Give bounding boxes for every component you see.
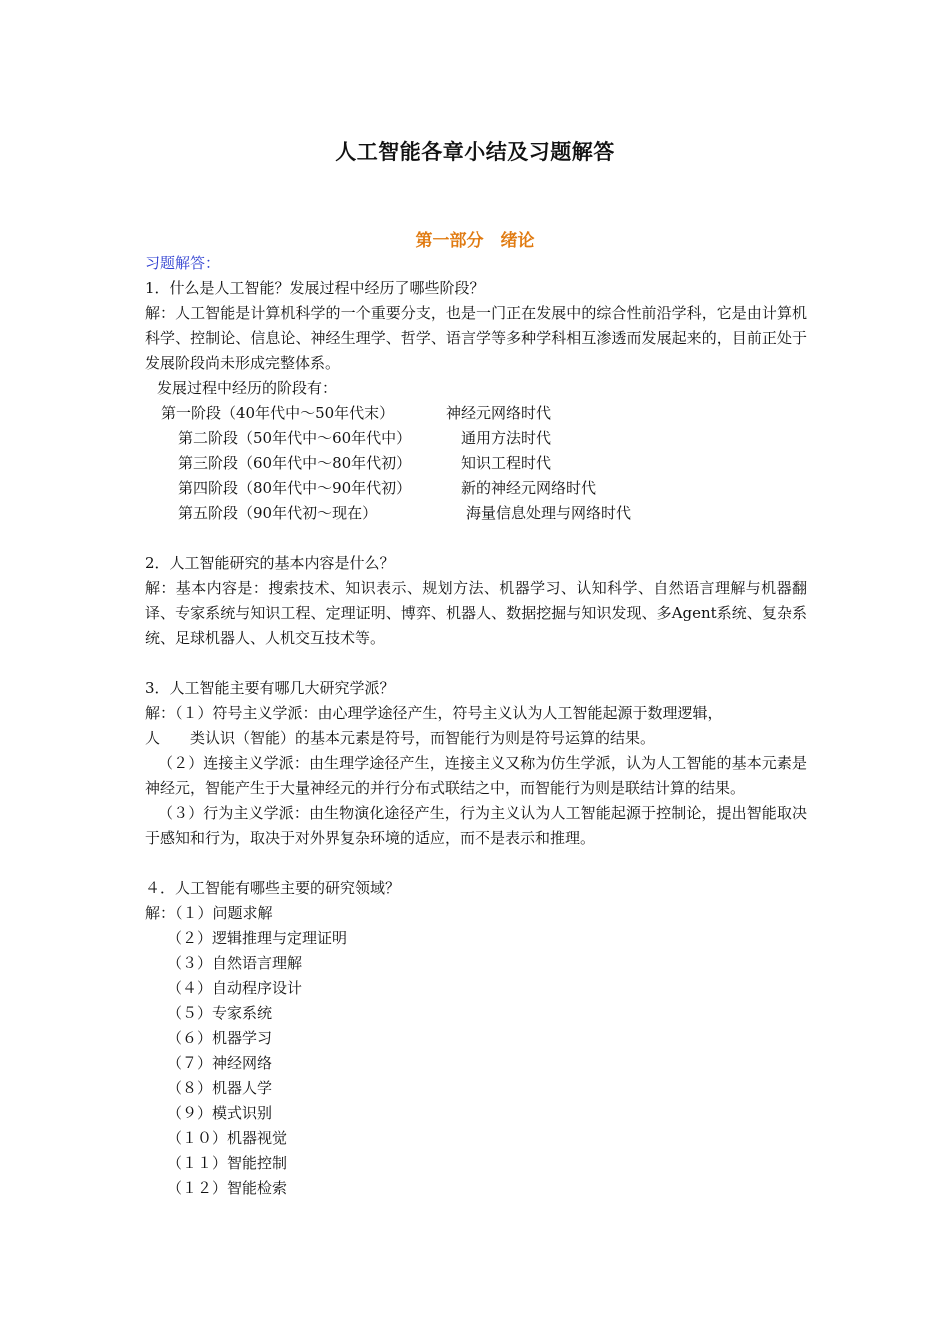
section-title: 第一部分 绪论 <box>415 231 535 251</box>
stage-row <box>145 451 807 476</box>
list-item: （２）逻辑推理与定理证明 <box>167 929 348 947</box>
answer-2: 解：基本内容是：搜索技术、知识表示、规划方法、机器学习、认知科学、自然语言理解与机器翻译、专家系统与知识工程、定理证明、博弈、机器人、数据挖掘与知识发现、多Agent系统、复杂系统、足球机器人、人机交互技术等。 <box>145 579 807 647</box>
answer-4-first-item: 解：（１）问题求解 <box>145 904 273 922</box>
document-title: 人工智能各章小结及习题解答 <box>335 139 615 164</box>
stage-era: 新的神经元网络时代 <box>461 479 597 497</box>
list-item: （９）模式识别 <box>167 1104 273 1122</box>
list-item: （１０）机器视觉 <box>167 1129 288 1147</box>
list-item: （５）专家系统 <box>167 1004 273 1022</box>
list-item: （４）自动程序设计 <box>167 979 303 997</box>
question-4: ４．人工智能有哪些主要的研究领域？ <box>145 879 401 897</box>
question-1: 1．什么是人工智能？发展过程中经历了哪些阶段？ <box>145 279 485 297</box>
answer-3-part-3: （３）行为主义学派：由生物演化途径产生，行为主义认为人工智能起源于控制论，提出智能取决于感知和行为，取决于对外界复杂环境的适应，而不是表示和推理。 <box>145 804 807 847</box>
answer-3-part-1-line-1: 解：（１）符号主义学派：由心理学途径产生，符号主义认为人工智能起源于数理逻辑， <box>145 704 723 722</box>
research-area-list <box>145 926 807 1226</box>
stage-era: 通用方法时代 <box>461 429 552 447</box>
question-2: 2．人工智能研究的基本内容是什么？ <box>145 554 395 572</box>
spacer <box>145 851 807 876</box>
stage-era: 知识工程时代 <box>461 454 552 472</box>
answer-1: 解：人工智能是计算机科学的一个重要分支，也是一门正在发展中的综合性前沿学科，它是由计算机科学、控制论、信息论、神经生理学、哲学、语言学等多种学科相互渗透而发展起来的，目前正处于发展阶段尚未形成完整体系。 <box>145 304 807 372</box>
document-body <box>145 251 807 1226</box>
stage-row <box>145 476 807 501</box>
stage-name: 第四阶段（80年代中～90年代初） <box>178 479 412 497</box>
stage-era: 神经元网络时代 <box>446 404 552 422</box>
stage-name: 第五阶段（90年代初～现在） <box>178 504 378 522</box>
answer-3-part-2: （２）连接主义学派：由生理学途径产生，连接主义又称为仿生学派，认为人工智能的基本元素是神经元，智能产生于大量神经元的并行分布式联结之中，而智能行为则是联结计算的结果。 <box>145 754 807 797</box>
list-item: （８）机器人学 <box>167 1079 273 1097</box>
exercise-heading: 习题解答： <box>145 254 221 272</box>
stage-row <box>145 401 807 426</box>
spacer <box>145 651 807 676</box>
list-item: （７）神经网络 <box>167 1054 273 1072</box>
stages-intro: 发展过程中经历的阶段有： <box>157 379 338 397</box>
stage-row <box>145 501 807 526</box>
list-item: （１２）智能检索 <box>167 1179 288 1197</box>
stage-name: 第三阶段（60年代中～80年代初） <box>178 454 412 472</box>
spacer <box>145 526 807 551</box>
question-3: 3．人工智能主要有哪几大研究学派？ <box>145 679 395 697</box>
answer-3-part-1-line-2: 人 类认识（智能）的基本元素是符号，而智能行为则是符号运算的结果。 <box>145 729 656 747</box>
list-item: （６）机器学习 <box>167 1029 273 1047</box>
list-item <box>145 1201 807 1226</box>
list-item: （１１）智能控制 <box>167 1154 288 1172</box>
list-item: （３）自然语言理解 <box>167 954 303 972</box>
stage-era: 海量信息处理与网络时代 <box>466 504 632 522</box>
stage-row <box>145 426 807 451</box>
stage-name: 第一阶段（40年代中～50年代末） <box>161 404 395 422</box>
stage-name: 第二阶段（50年代中～60年代中） <box>178 429 412 447</box>
